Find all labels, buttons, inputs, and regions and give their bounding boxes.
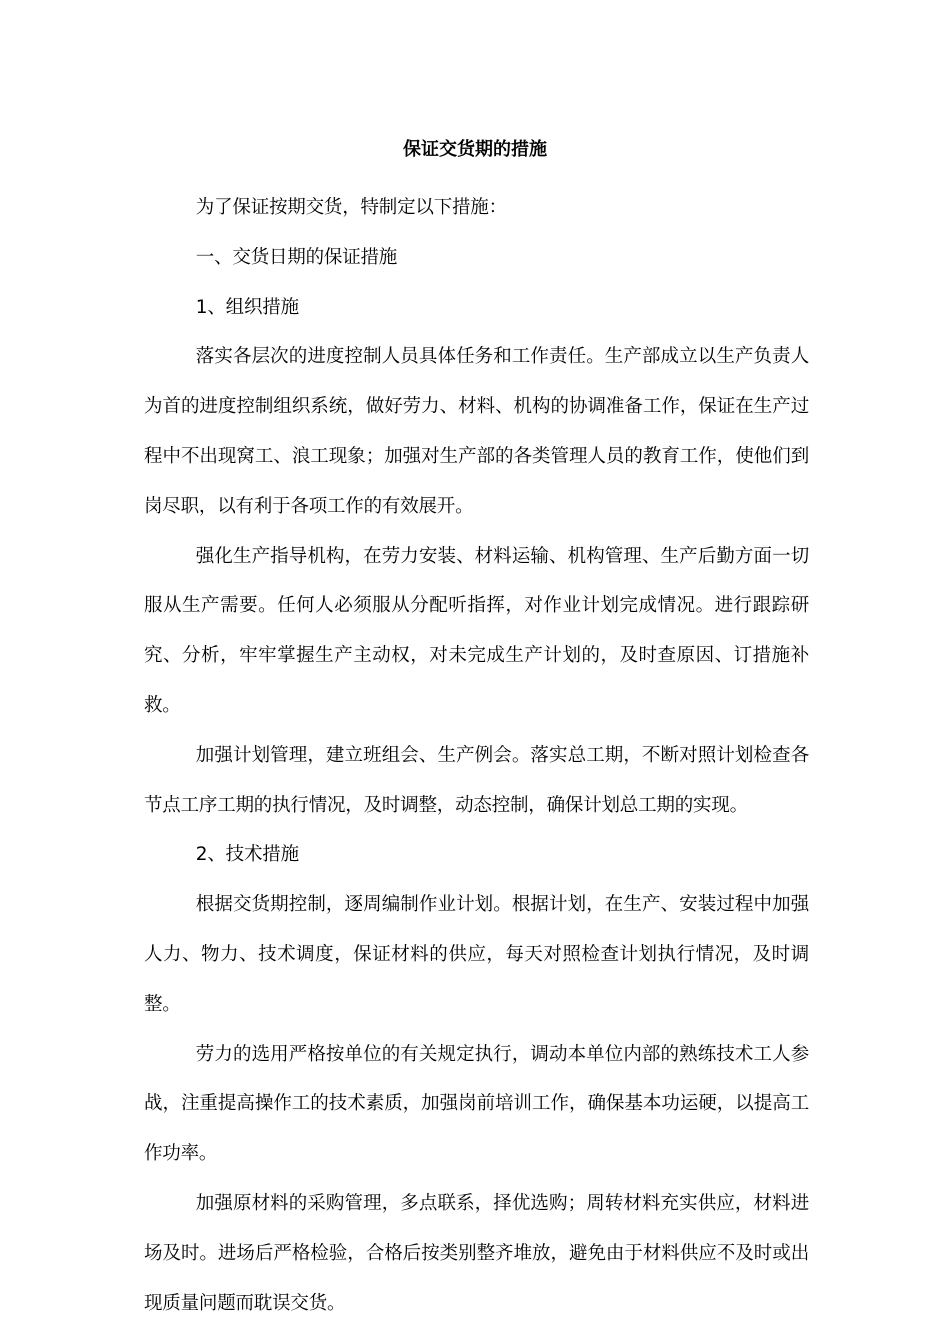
paragraph-organization-responsibility: 落实各层次的进度控制人员具体任务和工作责任。生产部成立以生产负责人为首的进度控制组织系统，做好劳力、材料、机构的协调准备工作，保证在生产过程中不出现窝工、浪工现象；加强对生产部的各类管理人员的教育工作，使他们到岗尽职，以有利于各项工作的有效展开。 — [144, 346, 809, 517]
document-title: 保证交货期的措施 — [403, 139, 547, 160]
paragraph-plan-management: 加强计划管理，建立班组会、生产例会。落实总工期，不断对照计划检查各节点工序工期的执行情况，及时调整，动态控制，确保计划总工期的实现。 — [144, 744, 809, 816]
paragraph-weekly-plan: 根据交货期控制，逐周编制作业计划。根据计划，在生产、安装过程中加强人力、物力、技术调度，保证材料的供应，每天对照检查计划执行情况，及时调整。 — [144, 894, 809, 1015]
paragraph-material-procurement: 加强原材料的采购管理，多点联系，择优选购；周转材料充实供应，材料进场及时。进场后严格检验，合格后按类别整齐堆放，避免由于材料供应不及时或出现质量问题而耽误交货。 — [144, 1192, 809, 1314]
paragraph-labor-selection: 劳力的选用严格按单位的有关规定执行，调动本单位内部的熟练技术工人参战，注重提高操作工的技术素质，加强岗前培训工作，确保基本功运硬，以提高工作功率。 — [144, 1043, 809, 1165]
document-body — [144, 183, 809, 1328]
paragraph-production-guidance: 强化生产指导机构，在劳力安装、材料运输、机构管理、生产后勤方面一切服从生产需要。任何人必须服从分配听指挥，对作业计划完成情况。进行跟踪研究、分析，牢牢掌握生产主动权，对未完成生产计划的，及时查原因、订措施补救。 — [144, 545, 809, 716]
subsection-heading-technical: 2、技术措施 — [195, 844, 299, 866]
intro-paragraph: 为了保证按期交货，特制定以下措施： — [195, 197, 507, 218]
section-heading-delivery-date: 一、交货日期的保证措施 — [195, 246, 398, 268]
subsection-heading-organization: 1、组织措施 — [195, 296, 299, 318]
